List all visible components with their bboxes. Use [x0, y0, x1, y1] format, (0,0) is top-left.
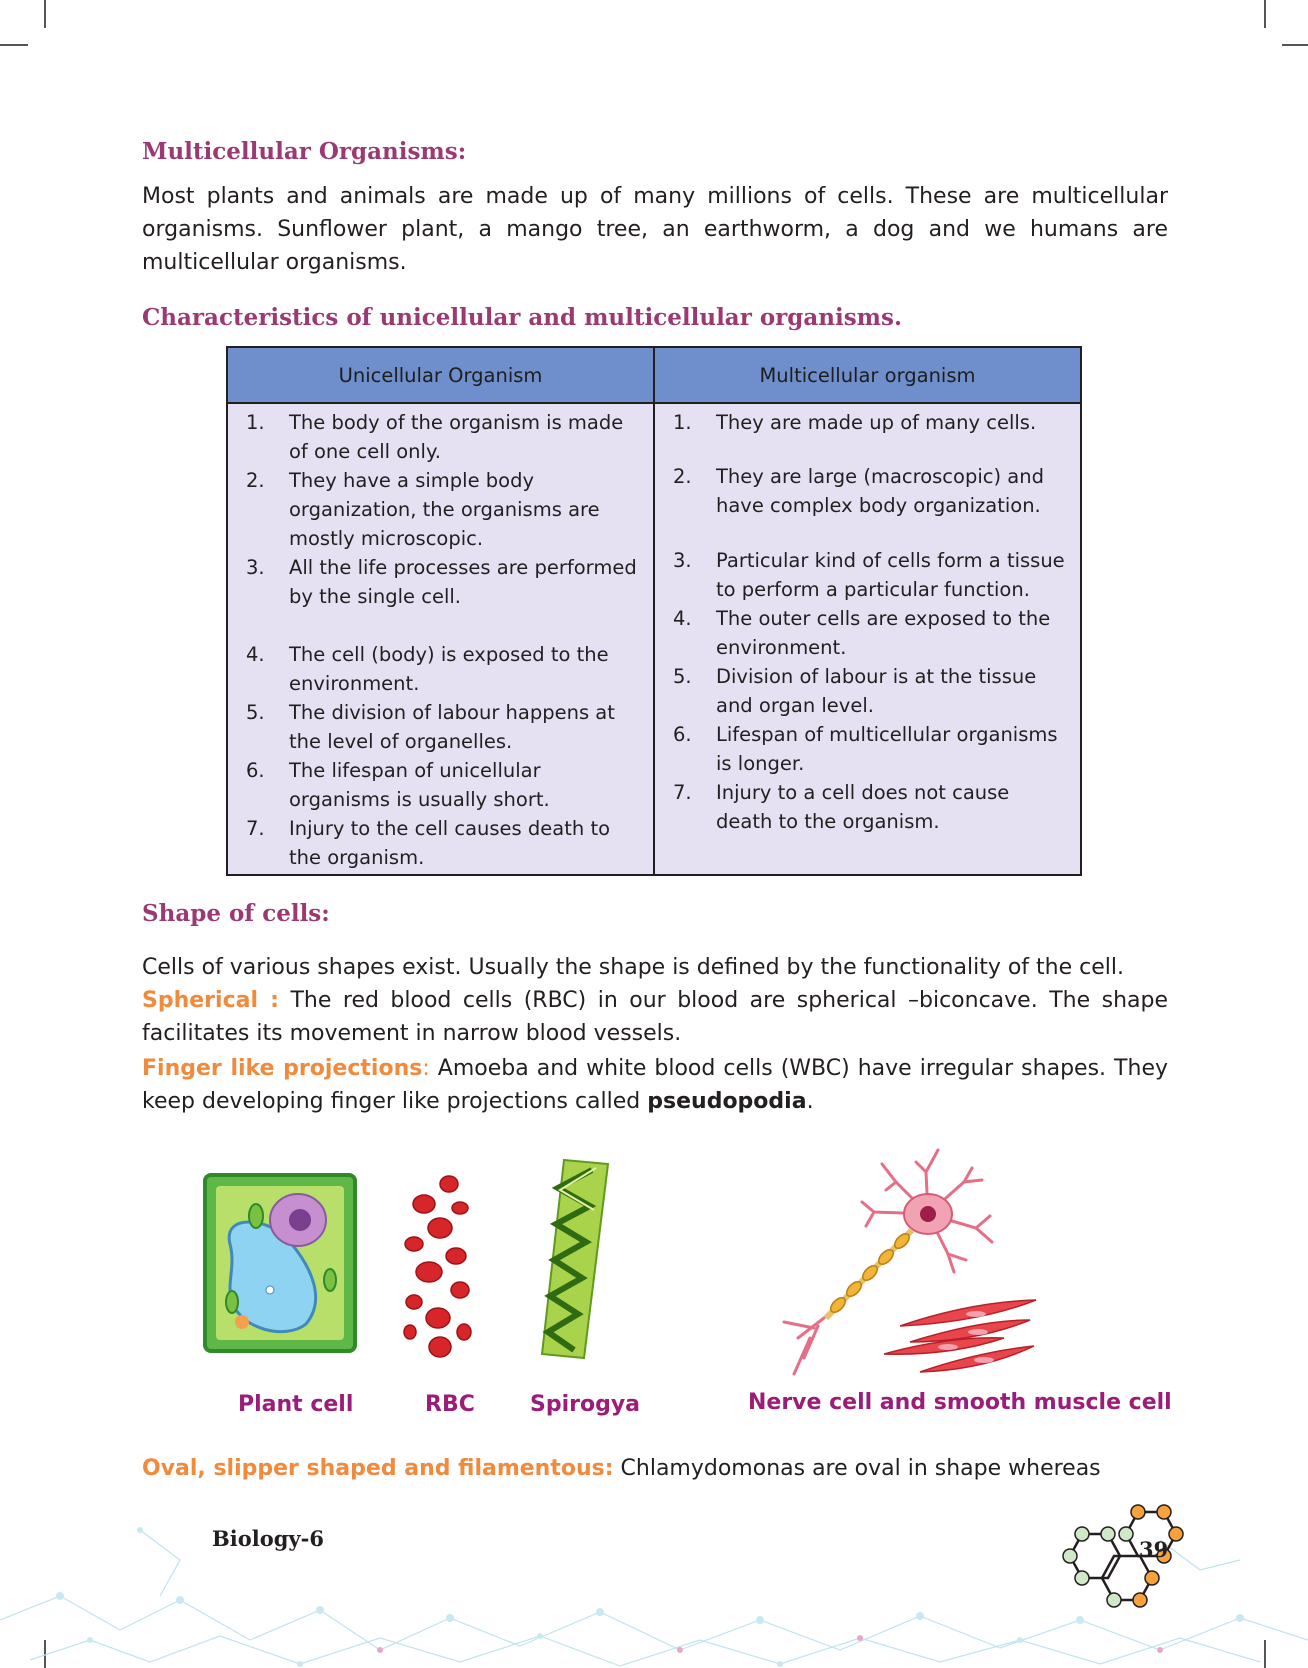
list-item: 3. All the life processes are performed by the single cell.: [246, 556, 637, 608]
plant-cell-illustration: [202, 1172, 358, 1354]
list-item: 3. Particular kind of cells form a tissue to perform a particular function.: [673, 549, 1065, 601]
oval-label: Oval, slipper shaped and filamentous:: [142, 1456, 614, 1481]
oval-paragraph: Oval, slipper shaped and filamentous: Chlamydomonas are oval in shape whereas: [142, 1456, 1101, 1481]
list-item: 2. They have a simple body organization, the organisms are mostly microscopic.: [246, 469, 600, 550]
spherical-label: Spherical :: [142, 988, 279, 1013]
list-item: 4. The outer cells are exposed to the environment.: [673, 607, 1051, 659]
page-number: 39: [1139, 1537, 1169, 1562]
caption-nerve-muscle: Nerve cell and smooth muscle cell: [748, 1390, 1172, 1415]
shape-heading: Shape of cells:: [142, 900, 330, 927]
smooth-muscle-illustration: [880, 1296, 1040, 1378]
multicellular-heading: Multicellular Organisms:: [142, 138, 467, 165]
comparison-table: [226, 346, 1082, 876]
pseudopodia-term: pseudopodia: [647, 1089, 807, 1114]
multicellular-list: [655, 408, 1080, 836]
shape-intro: Cells of various shapes exist. Usually the shape is defined by the functionality of the cell.: [142, 955, 1124, 980]
caption-spirogyra: Spirogya: [530, 1392, 641, 1417]
list-item: 1. They are made up of many cells.: [673, 411, 1037, 434]
multicellular-paragraph: Most plants and animals are made up of many millions of cells. These are multicellular organisms. Sunflower plant, a mango tree, an earthworm, a dog and we humans are multicellular organisms.: [142, 184, 1168, 275]
unicellular-cell: [227, 403, 654, 875]
list-item: 7. Injury to a cell does not cause death to the organism.: [673, 781, 1010, 833]
list-item: 6. The lifespan of unicellular organisms is usually short.: [246, 759, 550, 811]
crop-mark-tr-v: [1264, 0, 1266, 28]
rbc-illustration: [402, 1172, 472, 1362]
finger-label: Finger like projections: [142, 1056, 423, 1081]
col-header-multicellular: Multicellular organism: [654, 347, 1081, 403]
list-item: 5. The division of labour happens at the level of organelles.: [246, 701, 615, 753]
col-header-unicellular: Unicellular Organism: [227, 347, 654, 403]
unicellular-list: [228, 408, 653, 872]
caption-plant-cell: Plant cell: [238, 1392, 354, 1417]
list-item: 1. The body of the organism is made of one cell only.: [246, 411, 624, 463]
multicellular-cell: [654, 403, 1081, 875]
list-item: 4. The cell (body) is exposed to the environment.: [246, 643, 609, 695]
page-number-hexagon-icon: [1054, 1504, 1204, 1614]
spirogyra-illustration: [540, 1158, 612, 1360]
list-item: 2. They are large (macroscopic) and have complex body organization.: [673, 465, 1044, 517]
caption-rbc: RBC: [425, 1392, 475, 1417]
list-item: 5. Division of labour is at the tissue and organ level.: [673, 665, 1037, 717]
crop-mark-tr-h: [1282, 44, 1308, 46]
crop-mark-tl-v: [44, 0, 46, 28]
crop-mark-tl-h: [0, 44, 28, 46]
book-title: Biology-6: [212, 1526, 324, 1551]
list-item: 7. Injury to the cell causes death to the organism.: [246, 817, 611, 869]
spherical-paragraph: Spherical : The red blood cells (RBC) in our blood are spherical –biconcave. The shape facilitates its movement in narrow blood vessels.: [142, 988, 1169, 1046]
characteristics-heading: Characteristics of unicellular and multicellular organisms.: [142, 304, 902, 331]
list-item: 6. Lifespan of multicellular organisms is longer.: [673, 723, 1058, 775]
finger-paragraph: Finger like projections: Amoeba and white blood cells (WBC) have irregular shapes. They keep developing finger like projections called pseudopodia.: [142, 1056, 1168, 1114]
